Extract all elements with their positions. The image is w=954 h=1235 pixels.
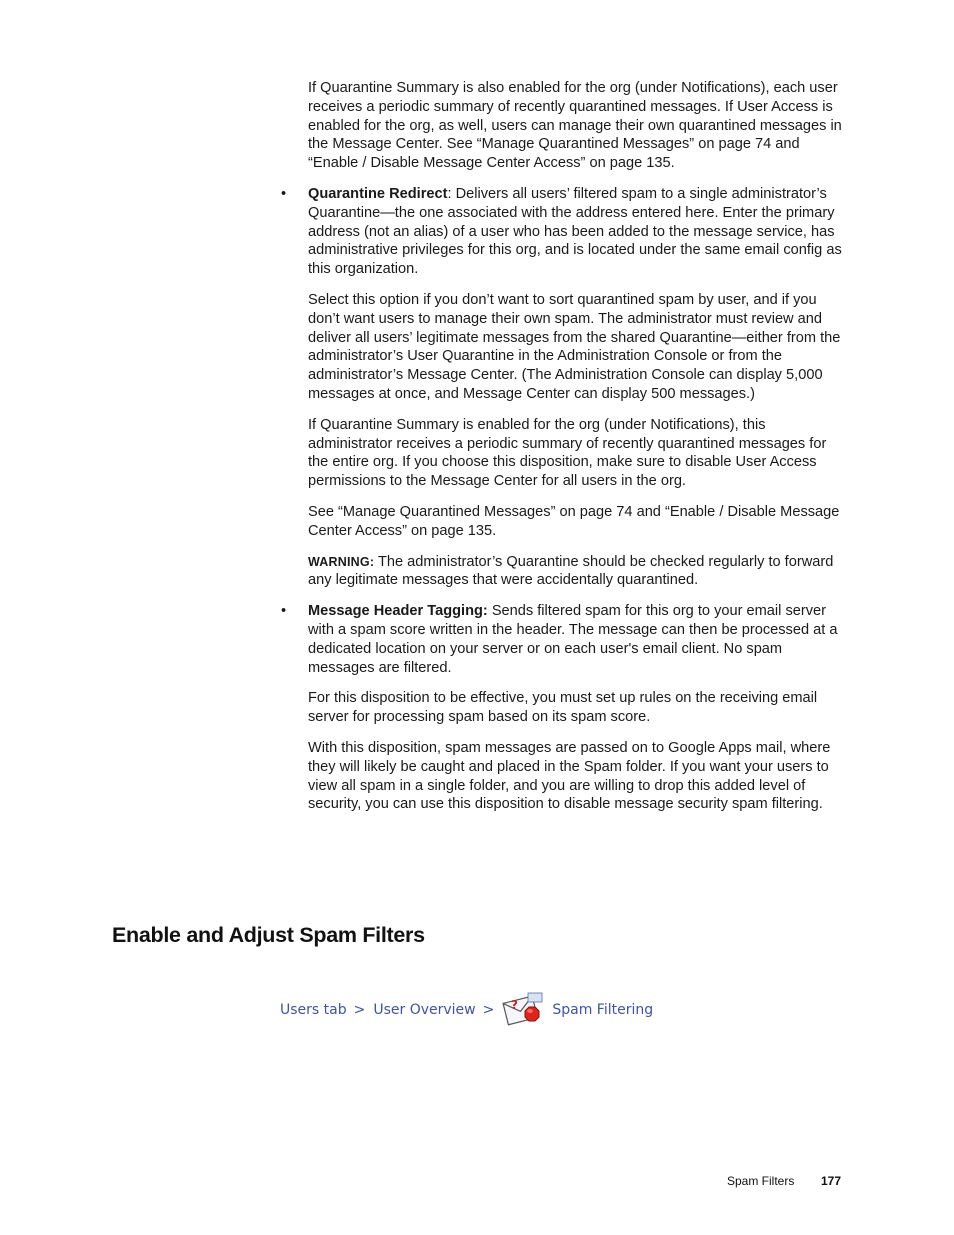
paragraph-admin-summary: If Quarantine Summary is enabled for the org (under Notifications), this administrator receives a periodic summary of recently quarantined messages for the entire org. If you choose this disposition, make sure to disable User Access permissions to the Message Center for all users in the org.: [308, 416, 827, 490]
paragraph-see-also: See “Manage Quarantined Messages” on page 74 and “Enable / Disable Message Center Access” on page 135.: [308, 503, 840, 539]
document-body: [281, 79, 844, 826]
breadcrumb-user-overview[interactable]: User Overview: [373, 1002, 476, 1018]
warning-note: [308, 553, 844, 591]
paragraph-google-apps: With this disposition, spam messages are passed on to Google Apps mail, where they will likely be caught and placed in the Spam folder. If you want your users to view all spam in a single folder, and you are willing to drop this added level of security, you can use this disposition to disable message security spam filtering.: [308, 739, 831, 813]
svg-text:?: ?: [511, 998, 519, 1012]
page-number: 177: [821, 1174, 842, 1188]
breadcrumb-spam-filtering[interactable]: Spam Filtering: [552, 1002, 654, 1018]
paragraph-disposition-effective: For this disposition to be effective, you must set up rules on the receiving email server for processing spam based on its spam score.: [308, 690, 818, 726]
paragraph-select-option: Select this option if you don’t want to sort quarantined spam by user, and if you don’t want users to manage their own spam. The administrator must review and deliver all users’ legitimate messages from the shared Quarantine—either from the administrator’s User Quarantine in the Administration Console or from the administrator’s Message Center. (The Administration Console can display 5,000 messages at once, and Message Center can display 500 messages.): [308, 291, 841, 402]
term-quarantine-redirect: Quarantine Redirect: [308, 185, 448, 202]
description-message-header-tagging: Sends filtered spam for this org to your email server with a spam score written in the header. The message can then be processed at a dedicated location on your server or on each user's email client. No spam messages are filtered.: [308, 603, 838, 676]
list-item-message-header-tagging: [281, 602, 844, 677]
description-quarantine-redirect: : Delivers all users’ filtered spam to a single administrator’s Quarantine—the one associated with the address entered here. Enter the primary address (not an alias) of a user who has been added to the message service, has administrative privileges for this org, and is located under the same email config as this organization.: [308, 185, 842, 278]
breadcrumb: [280, 990, 653, 1030]
warning-text: The administrator’s Quarantine should be checked regularly to forward any legitimate messages that were accidentally quarantined.: [308, 553, 834, 589]
bullet-marker: •: [281, 185, 287, 202]
breadcrumb-separator: >: [353, 1002, 366, 1018]
spam-filter-icon: [502, 991, 546, 1029]
bullet-marker: •: [281, 603, 287, 620]
breadcrumb-users-tab[interactable]: Users tab: [280, 1002, 347, 1018]
warning-label: WARNING:: [308, 554, 375, 569]
section-title: Enable and Adjust Spam Filters: [112, 923, 425, 947]
term-message-header-tagging: Message Header Tagging:: [308, 603, 488, 620]
footer-section-name: Spam Filters: [727, 1174, 795, 1188]
paragraph-quarantine-summary: If Quarantine Summary is also enabled for the org (under Notifications), each user receives a periodic summary of recently quarantined messages. If User Access is enabled for the org, as well, users can manage their own quarantined messages in the Message Center. See “Manage Quarantined Messages” on page 74 and “Enable / Disable Message Center Access” on page 135.: [308, 80, 842, 172]
list-item-quarantine-redirect: [281, 185, 844, 279]
breadcrumb-separator: >: [482, 1002, 495, 1018]
